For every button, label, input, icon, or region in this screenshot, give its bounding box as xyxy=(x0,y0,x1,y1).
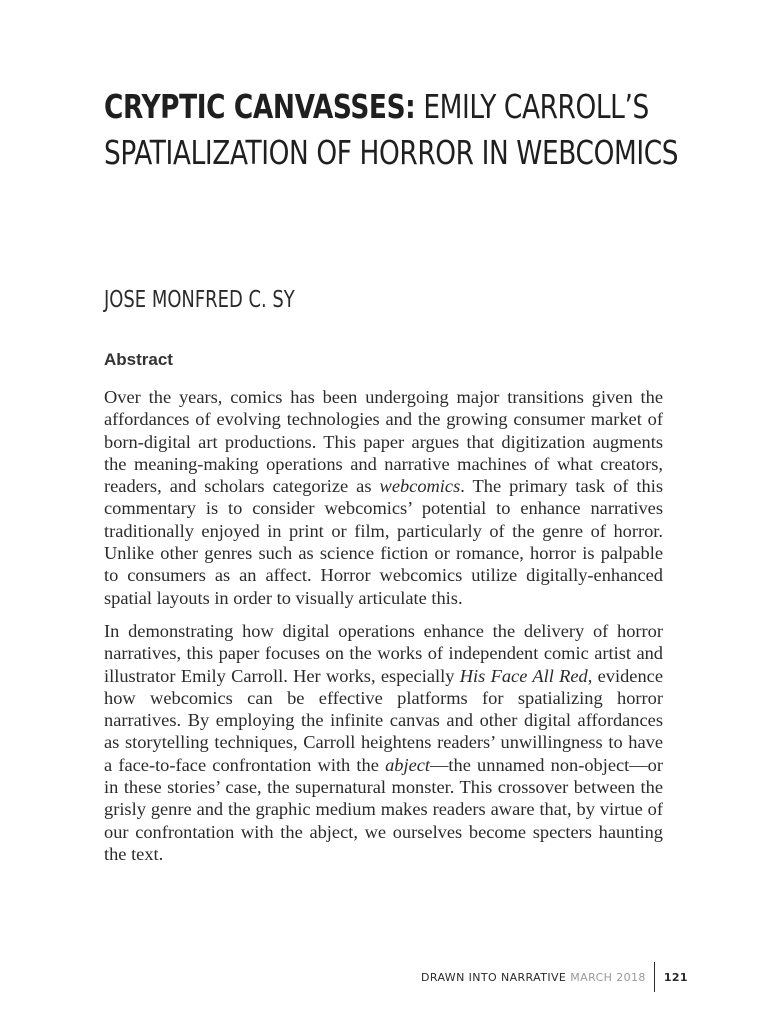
abstract-paragraph-1 xyxy=(104,386,663,609)
p2-text-c: , evidence how webcomics can be effective platforms for spatializing horror narratives. By employing the infinite canvas and other digital affordances as storytelling techniques, Carroll heightens readers’ unwillingness to have a face-to-face confrontation with the xyxy=(104,665,663,775)
footer-divider xyxy=(654,962,655,992)
p2-text-a: In demonstrating how digital operations enhance the delivery of horror narratives, this paper focuses on the works of independent comic artist and illustrator Emily Carroll. Her works, especially xyxy=(104,620,663,686)
abstract-heading: Abstract xyxy=(104,350,173,369)
footer-issue-date: MARCH 2018 xyxy=(570,970,646,984)
title-rest: EMILY CARROLL’S SPATIALIZATION OF HORROR IN WEBCOMICS xyxy=(104,87,679,172)
p2-italic-term: abject xyxy=(385,754,431,775)
footer-journal-name: DRAWN INTO NARRATIVE xyxy=(421,970,567,984)
p2-italic-title: His Face All Red xyxy=(459,665,588,686)
author-name: JOSE MONFRED C. SY xyxy=(104,287,295,313)
page-footer xyxy=(421,962,688,992)
p1-italic-term: webcomics xyxy=(379,476,461,497)
p1-text-a: Over the years, comics has been undergoing major transitions given the affordances of evolving technologies and the growing consumer market of born-digital art productions. This paper argues that digitization augments the meaning-making operations and narrative machines of what creators, readers, and scholars categorize as xyxy=(104,387,663,497)
abstract-body xyxy=(104,386,663,876)
p2-text-e: —the unnamed non-object—or in these stories’ case, the supernatural monster. This crossover between the grisly genre and the graphic medium makes readers aware that, by virtue of our confrontation with the abject, we ourselves become specters haunting the text. xyxy=(104,754,663,864)
abstract-paragraph-2 xyxy=(104,620,663,865)
page-number: 121 xyxy=(663,970,688,984)
title-lead: CRYPTIC CANVASSES: xyxy=(104,87,416,126)
p1-text-c: . The primary task of this commentary is to consider webcomics’ potential to enhance narratives traditionally enjoyed in print or film, particularly of the genre of horror. Unlike other genres such as science fiction or romance, horror is palpable to consumers as an affect. Horror webcomics utilize digitally-enhanced spatial layouts in order to visually articulate this. xyxy=(104,476,664,608)
article-title xyxy=(104,84,684,176)
